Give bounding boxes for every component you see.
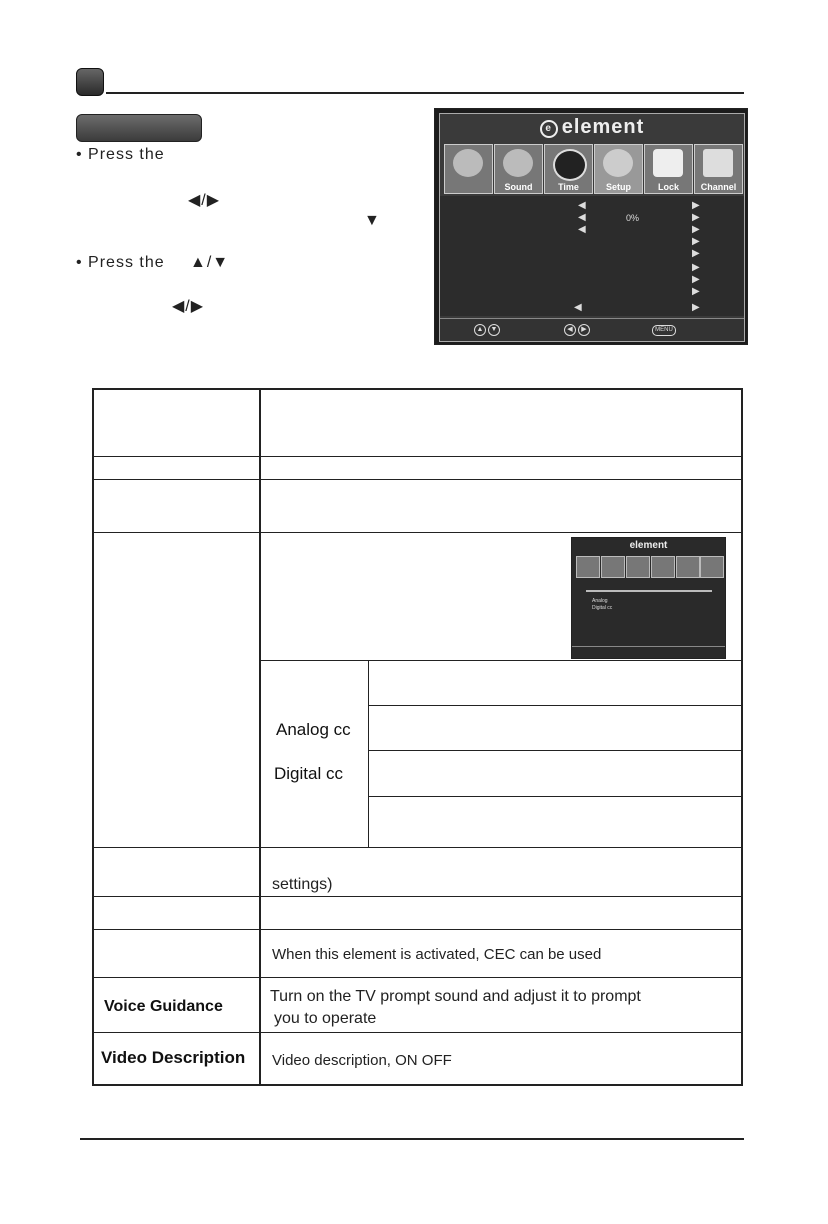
row-divider [93,479,742,480]
up-down-arrow-icon: ▲/▼ [190,254,230,271]
row-divider [93,847,742,848]
tv-tab-sound[interactable] [494,144,543,194]
voice-guidance-desc-1: Turn on the TV prompt sound and adjust it to prompt [270,988,641,1005]
left-arrow-icon[interactable]: ◀ [578,200,586,211]
instruction-bullet-2: • Press the [76,254,165,271]
section-rule [106,92,744,94]
instruction-bullet-1: • Press the [76,146,165,163]
mini-footer-rule [572,646,725,647]
down-arrow-icon: ▼ [364,212,381,229]
settings-table [92,388,743,1086]
tv-tab-channel[interactable] [694,144,743,194]
mini-item-digital: Digital cc [592,605,613,611]
row-divider [93,456,742,457]
row-divider [93,1032,742,1033]
tv-tab-lock[interactable] [644,144,693,194]
cec-description: When this element is activated, CEC can be used [272,946,602,963]
row-divider [369,796,742,797]
digital-cc-label: Digital cc [274,764,343,783]
tv-brand-text: element [561,116,645,138]
mini-tab [676,556,700,578]
tv-brand-title [440,114,744,140]
left-arrow-icon[interactable]: ◀ [574,302,582,313]
analog-cc-label: Analog cc [276,720,351,739]
tv-menu-screenshot [434,108,748,345]
down-button-icon: ▼ [488,324,500,336]
right-arrow-icon[interactable]: ▶ [692,236,700,247]
cc-menu-screenshot [571,537,726,659]
sub-column-divider [368,661,369,847]
restore-description: settings) [272,876,333,893]
right-arrow-icon[interactable]: ▶ [692,286,700,297]
tv-setup-list [440,196,744,316]
lock-icon [653,149,683,177]
mini-item-analog: Analog [592,598,608,604]
footer-rule [80,1138,744,1140]
menu-button-icon: MENU [652,325,676,336]
right-arrow-icon[interactable]: ▶ [692,212,700,223]
tools-icon [603,149,633,177]
row-divider [93,977,742,978]
left-right-arrow-icon-2: ◀/▶ [172,298,205,315]
row-divider [93,532,742,533]
tv-menu-frame [439,113,745,342]
section-icon [76,68,104,96]
row-divider [260,660,742,661]
video-description-label: Video Description [101,1048,246,1067]
row-divider [93,929,742,930]
speaker-icon [503,149,533,177]
tv-tab-setup[interactable] [594,144,643,194]
mini-highlight-bar [586,590,712,592]
right-button-icon: ▶ [578,324,590,336]
monitor-icon [703,149,733,177]
right-arrow-icon[interactable]: ▶ [692,262,700,273]
right-arrow-icon[interactable]: ▶ [692,200,700,211]
tv-tab-picture[interactable] [444,144,493,194]
row-divider [93,896,742,897]
tv-tab-label: Sound [504,182,533,192]
tv-tab-time[interactable] [544,144,593,194]
brand-logo-icon: e [540,120,558,138]
clock-icon [553,149,587,181]
right-arrow-icon[interactable]: ▶ [692,224,700,235]
tv-tab-label: Lock [657,182,679,192]
mini-tab [700,556,724,578]
video-description-desc: Video description, ON OFF [272,1052,452,1069]
left-button-icon: ◀ [564,324,576,336]
right-arrow-icon[interactable]: ▶ [692,274,700,285]
camera-icon [453,149,483,177]
right-arrow-icon[interactable]: ▶ [692,248,700,259]
voice-guidance-label: Voice Guidance [104,998,223,1015]
left-arrow-icon[interactable]: ◀ [578,224,586,235]
row-divider [369,750,742,751]
left-right-arrow-icon: ◀/▶ [188,192,221,209]
tv-tab-label: Channel [700,182,737,192]
row-divider [369,705,742,706]
mini-brand-title: element [629,540,668,551]
mini-tab [601,556,625,578]
transparency-value: 0% [626,213,640,223]
mini-tab [626,556,650,578]
tv-tab-label: Time [558,182,579,192]
voice-guidance-desc-2: you to operate [274,1010,377,1027]
column-divider [259,389,261,1085]
mini-tab [576,556,600,578]
subsection-pill [76,114,202,142]
mini-tab [651,556,675,578]
tv-footer-hints [440,318,744,341]
left-arrow-icon[interactable]: ◀ [578,212,586,223]
up-button-icon: ▲ [474,324,486,336]
right-arrow-icon[interactable]: ▶ [692,302,700,313]
tv-tab-label: Setup [605,182,631,192]
